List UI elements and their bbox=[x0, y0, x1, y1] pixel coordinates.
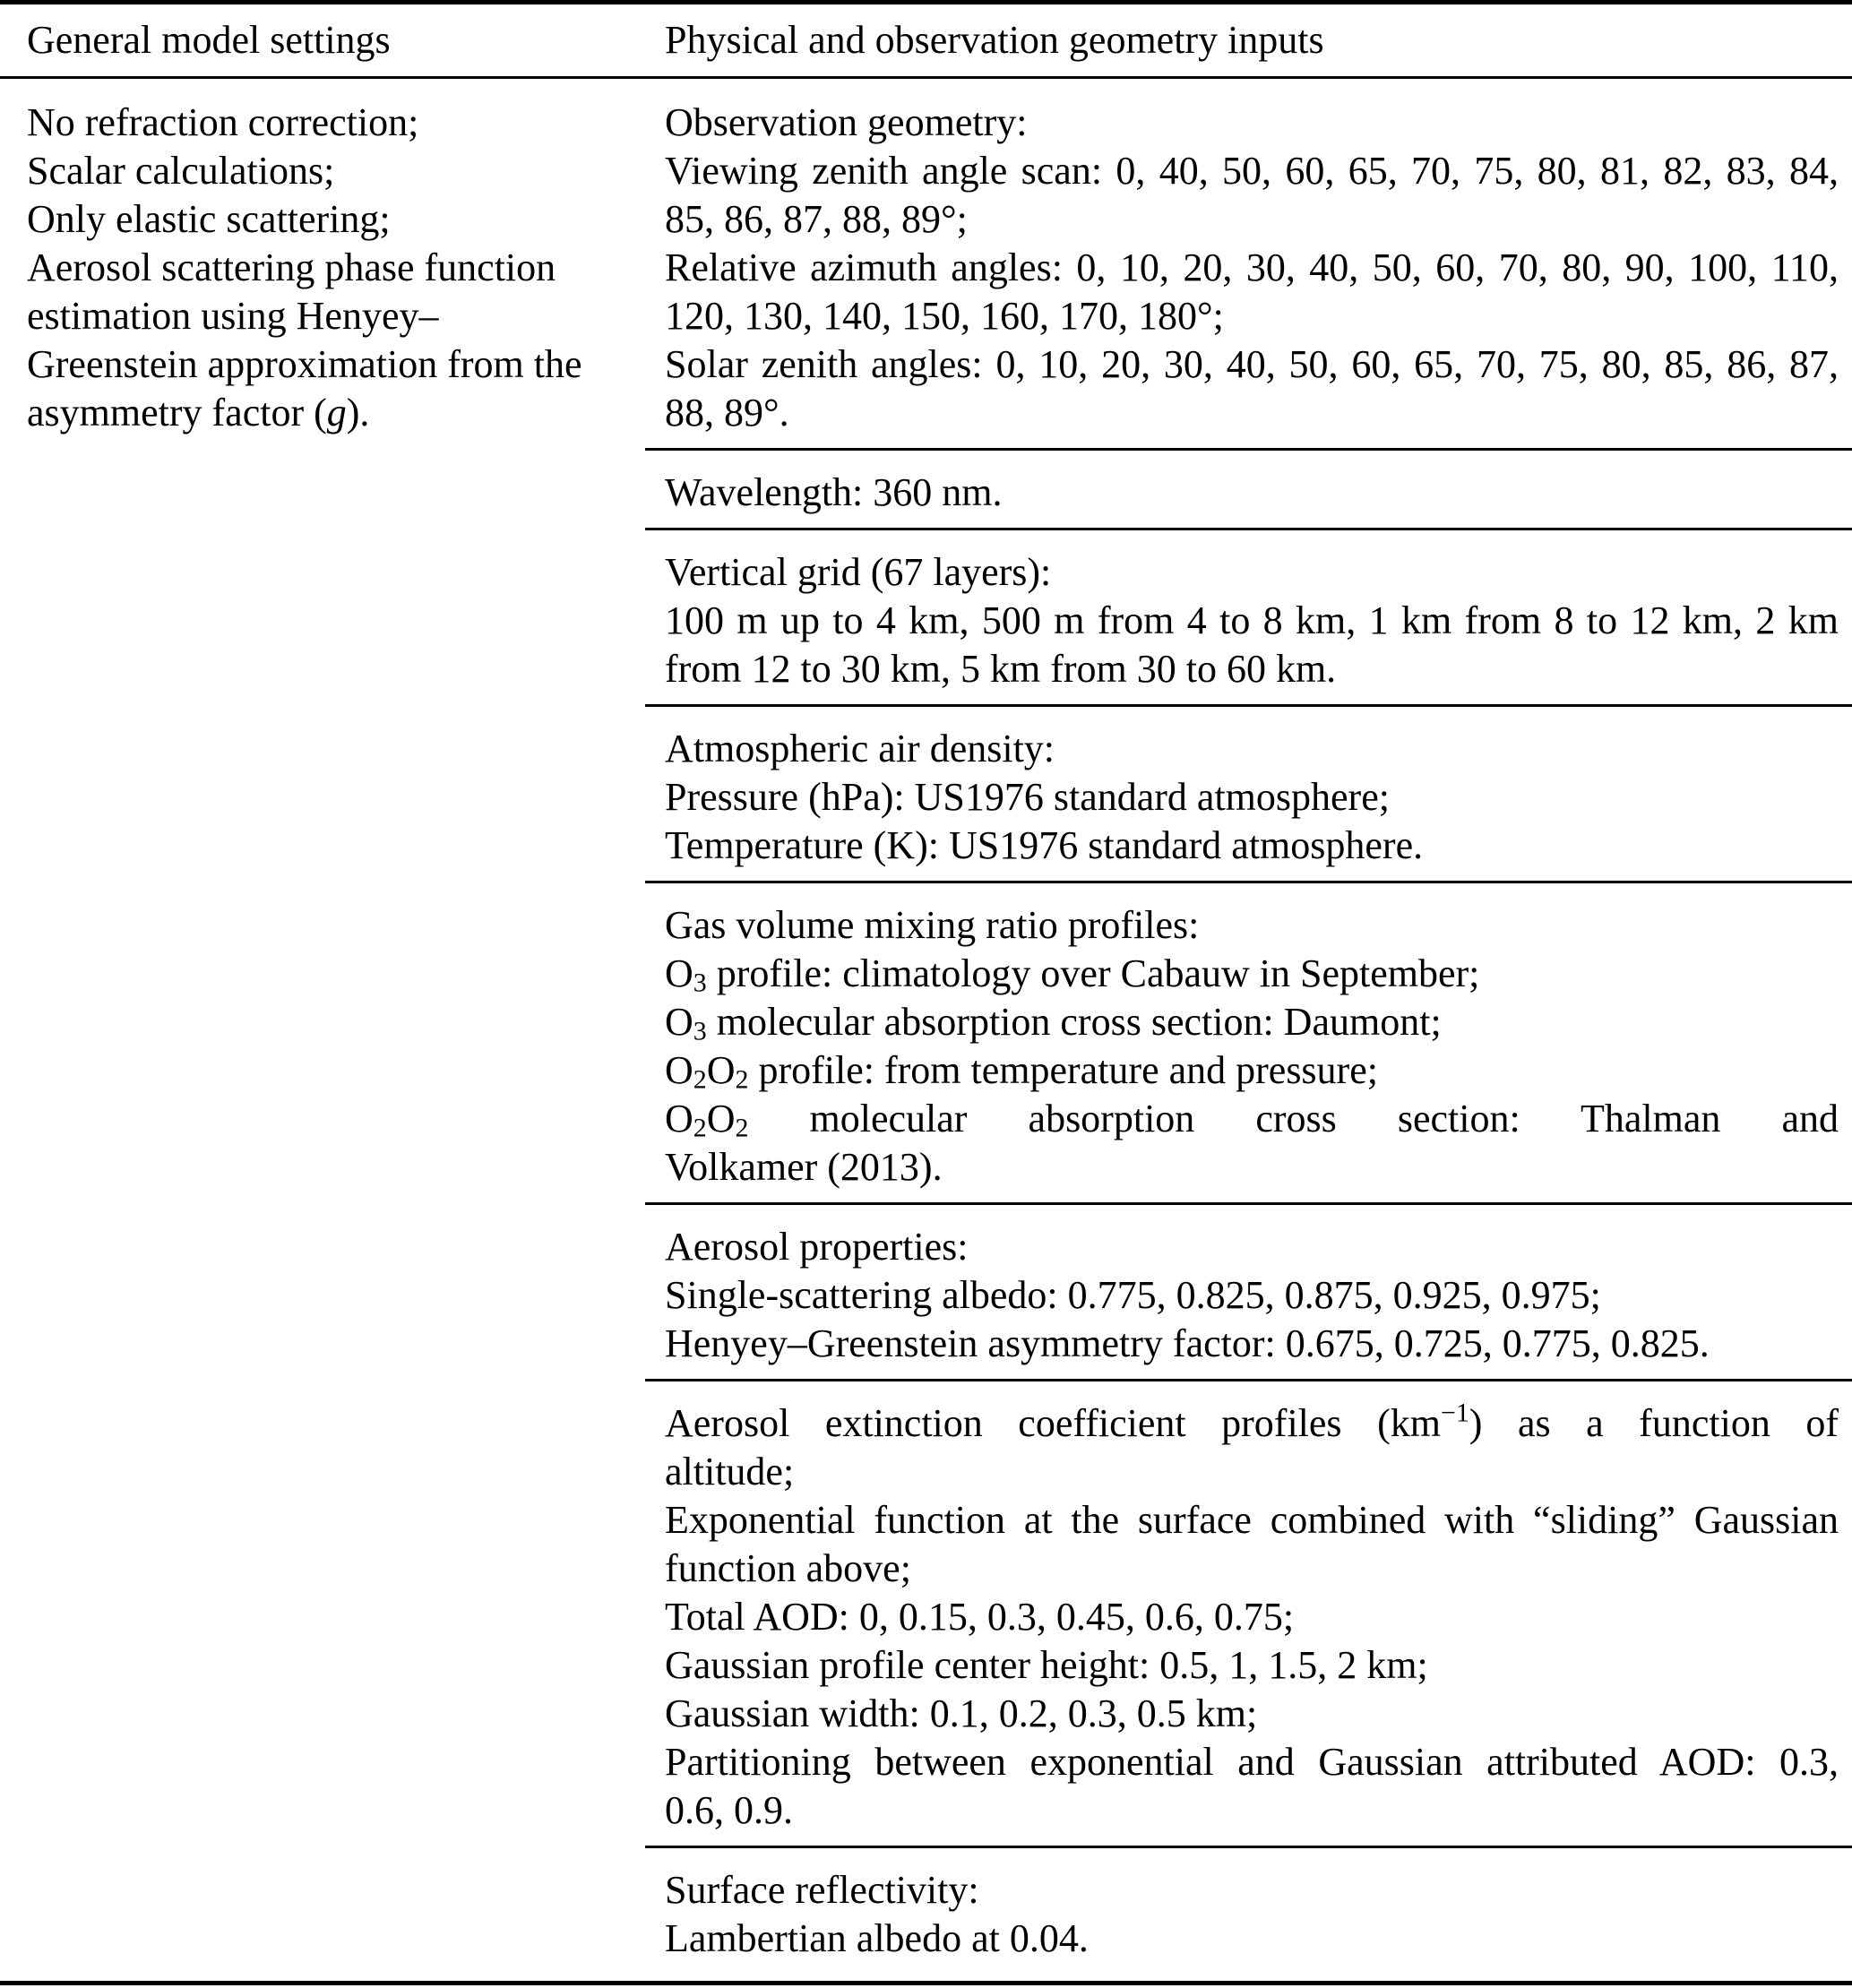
text-line: Solar zenith angles: 0, 10, 20, 30, 40, 50, 60, 65, 70, 75, 80, 85, 86, 87, bbox=[665, 342, 1839, 386]
text-line: $O_3$ profile: climatology over Cabauw in September; bbox=[665, 951, 1480, 998]
text-line: Greenstein approximation from the bbox=[27, 342, 582, 386]
text-line: Exponential function at the surface combined with “sliding” Gaussian bbox=[665, 1498, 1839, 1542]
text-line: 120, 130, 140, 150, 160, 170, 180°; bbox=[665, 294, 1224, 338]
paragraph bbox=[665, 99, 1839, 147]
section-gas-volume-mixing-ratio-profiles bbox=[645, 881, 1852, 1202]
text-line: Gaussian profile center height: 0.5, 1, 1.5, 2 km; bbox=[665, 1643, 1428, 1687]
paragraph bbox=[665, 1593, 1839, 1641]
text-line: Pressure (hPa): US1976 standard atmosphere; bbox=[665, 775, 1390, 819]
section-observation-geometry bbox=[645, 79, 1852, 448]
text-line: $O_2O_2$ profile: from temperature and pressure; bbox=[665, 1048, 1378, 1095]
paragraph bbox=[665, 1641, 1839, 1690]
text-line: 85, 86, 87, 88, 89°; bbox=[665, 197, 968, 241]
text-line: $O_2O_2$ molecular absorption cross section: Thalman and bbox=[665, 1097, 1839, 1143]
text-line: Partitioning between exponential and Gaussian attributed AOD: 0.3, bbox=[665, 1740, 1839, 1784]
text-line: Aerosol properties: bbox=[665, 1225, 969, 1269]
text-line: 100 m up to 4 km, 500 m from 4 to 8 km, 1 km from 8 to 12 km, 2 km bbox=[665, 598, 1839, 642]
text-line: Aerosol scattering phase function bbox=[27, 245, 556, 289]
text-line: Gas volume mixing ratio profiles: bbox=[665, 903, 1200, 947]
text-line: $O_3$ molecular absorption cross section: Daumont; bbox=[665, 1000, 1442, 1046]
text-line: estimation using Henyey– bbox=[27, 294, 439, 338]
text-line: No refraction correction; bbox=[27, 100, 419, 144]
section-atmospheric-air-density bbox=[645, 704, 1852, 881]
section-wavelength bbox=[645, 448, 1852, 528]
table-header-row bbox=[0, 4, 1852, 76]
text-line: Wavelength: 360 nm. bbox=[665, 470, 1003, 514]
paragraph bbox=[665, 1095, 1839, 1192]
paragraph bbox=[665, 340, 1839, 437]
text-line: Henyey–Greenstein asymmetry factor: 0.675, 0.725, 0.775, 0.825. bbox=[665, 1321, 1710, 1365]
right-column-physical-observation-inputs bbox=[645, 79, 1852, 1974]
table-body bbox=[0, 79, 1852, 1974]
paragraph bbox=[665, 1399, 1839, 1496]
column-header-physical-observation-inputs: Physical and observation geometry inputs bbox=[665, 18, 1324, 62]
paragraph bbox=[665, 1738, 1839, 1835]
paragraph bbox=[665, 901, 1839, 950]
text-line: Total AOD: 0, 0.15, 0.3, 0.45, 0.6, 0.75; bbox=[665, 1595, 1295, 1639]
text-line: Atmospheric air density: bbox=[665, 727, 1055, 770]
text-line: 0.6, 0.9. bbox=[665, 1788, 793, 1832]
paragraph bbox=[665, 597, 1839, 693]
paragraph bbox=[665, 1271, 1839, 1320]
paragraph bbox=[27, 244, 618, 437]
column-header-general-model-settings: General model settings bbox=[27, 18, 391, 62]
paragraph bbox=[27, 195, 618, 244]
text-line: Scalar calculations; bbox=[27, 149, 335, 193]
section-vertical-grid bbox=[645, 528, 1852, 704]
table-bottom-rule bbox=[0, 1981, 1852, 1985]
text-line: Observation geometry: bbox=[665, 100, 1028, 144]
left-column-general-model-settings bbox=[0, 79, 645, 437]
text-line: Only elastic scattering; bbox=[27, 197, 391, 241]
paragraph bbox=[665, 950, 1839, 998]
paragraph bbox=[665, 773, 1839, 822]
section-surface-reflectivity bbox=[645, 1846, 1852, 1974]
paragraph bbox=[665, 1046, 1839, 1095]
text-line: Viewing zenith angle scan: 0, 40, 50, 60, 65, 70, 75, 80, 81, 82, 83, 84, bbox=[665, 149, 1839, 193]
section-aerosol-properties bbox=[645, 1202, 1852, 1379]
text-line: function above; bbox=[665, 1546, 911, 1590]
text-line: Gaussian width: 0.1, 0.2, 0.3, 0.5 km; bbox=[665, 1691, 1258, 1735]
text-line: Temperature (K): US1976 standard atmosphere. bbox=[665, 823, 1424, 867]
text-line: Aerosol extinction coefficient profiles $(km^{-1})$ as a function of bbox=[665, 1398, 1839, 1445]
paragraph bbox=[665, 469, 1839, 517]
text-line: Vertical grid (67 layers): bbox=[665, 550, 1052, 594]
paragraph bbox=[665, 998, 1839, 1046]
text-line: Volkamer (2013). bbox=[665, 1145, 943, 1189]
text-line: Relative azimuth angles: 0, 10, 20, 30, 40, 50, 60, 70, 80, 90, 100, 110, bbox=[665, 245, 1839, 289]
text-line: Lambertian albedo at 0.04. bbox=[665, 1916, 1089, 1960]
paragraph bbox=[665, 1223, 1839, 1271]
text-line: from 12 to 30 km, 5 km from 30 to 60 km. bbox=[665, 647, 1337, 691]
text-line: Single-scattering albedo: 0.775, 0.825, 0.875, 0.925, 0.975; bbox=[665, 1273, 1601, 1317]
paragraph bbox=[665, 1496, 1839, 1593]
section-aerosol-extinction-coefficient-profiles bbox=[645, 1379, 1852, 1846]
paragraph bbox=[665, 1915, 1839, 1963]
paragraph bbox=[665, 548, 1839, 597]
paragraph bbox=[27, 147, 618, 195]
paragraph bbox=[665, 244, 1839, 340]
text-line: altitude; bbox=[665, 1450, 795, 1493]
text-line: Surface reflectivity: bbox=[665, 1868, 979, 1912]
paragraph bbox=[665, 147, 1839, 244]
text-line: 88, 89°. bbox=[665, 391, 789, 435]
paragraph bbox=[665, 1320, 1839, 1368]
paragraph bbox=[665, 822, 1839, 870]
paragraph bbox=[27, 99, 618, 147]
text-line: asymmetry factor (g). bbox=[27, 391, 370, 435]
paragraph bbox=[665, 1866, 1839, 1915]
paragraph bbox=[665, 1690, 1839, 1738]
paragraph bbox=[665, 725, 1839, 773]
